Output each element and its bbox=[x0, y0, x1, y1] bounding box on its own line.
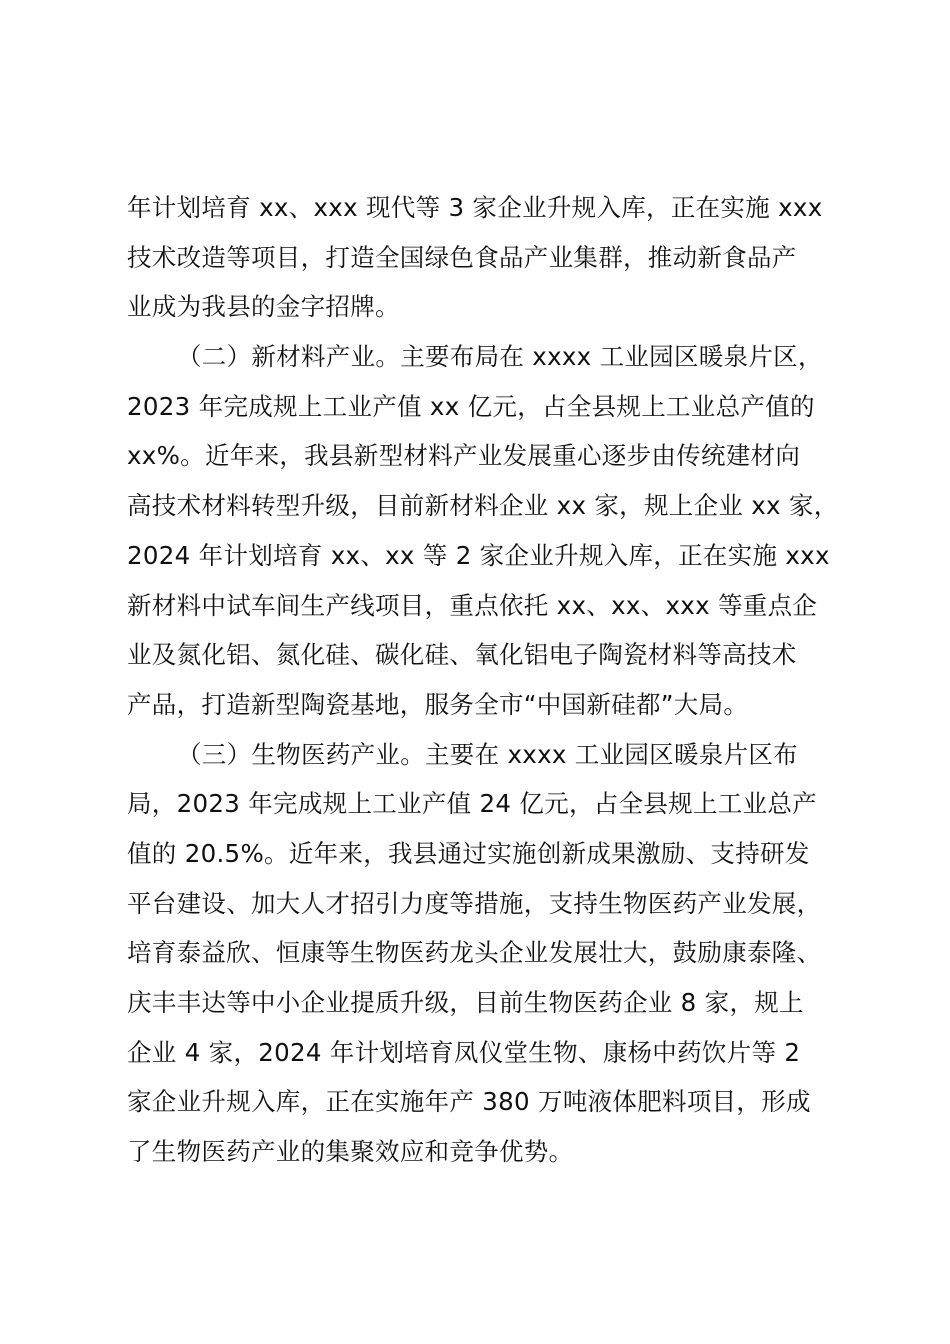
text-line: 技术改造等项目，打造全国绿色食品产业集群，推动新食品产 bbox=[127, 242, 797, 272]
text-line: 企业 4 家，2024 年计划培育凤仪堂生物、康杨中药饮片等 2 bbox=[127, 1037, 801, 1067]
paragraph-biomedicine bbox=[127, 730, 857, 1177]
text-line: 局，2023 年完成规上工业产值 24 亿元，占全县规上工业总产 bbox=[127, 789, 817, 819]
paragraph-new-materials bbox=[127, 332, 857, 730]
text-line: （二）新材料产业。主要布局在 xxxx 工业园区暖泉片区， bbox=[177, 342, 823, 372]
text-line: 培育泰益欣、恒康等生物医药龙头企业发展壮大，鼓励康泰隆、 bbox=[127, 938, 822, 968]
text-line: （三）生物医药产业。主要在 xxxx 工业园区暖泉片区布 bbox=[177, 739, 798, 769]
text-line: 庆丰丰达等中小企业提质升级，目前生物医药企业 8 家，规上 bbox=[127, 988, 804, 1017]
text-line: 2023 年完成规上工业产值 xx 亿元，占全县规上工业总产值的 bbox=[127, 391, 815, 421]
text-line: 业及氮化铝、氮化硅、碳化硅、氧化铝电子陶瓷材料等高技术 bbox=[127, 640, 797, 670]
text-line: xx%。近年来，我县新型材料产业发展重心逐步由传统建材向 bbox=[127, 441, 801, 471]
body-text bbox=[127, 183, 857, 1177]
paragraph-continuation bbox=[127, 183, 857, 332]
text-line: 2024 年计划培育 xx、xx 等 2 家企业升规入库，正在实施 xxx bbox=[127, 540, 830, 570]
text-line: 业成为我县的金字招牌。 bbox=[127, 292, 400, 322]
text-line: 产品，打造新型陶瓷基地，服务全市“中国新硅都”大局。 bbox=[127, 689, 749, 719]
text-line: 高技术材料转型升级，目前新材料企业 xx 家，规上企业 xx 家， bbox=[127, 491, 839, 521]
text-line: 年计划培育 xx、xxx 现代等 3 家企业升规入库，正在实施 xxx bbox=[127, 193, 823, 222]
text-line: 了生物医药产业的集聚效应和竞争优势。 bbox=[127, 1137, 574, 1167]
text-line: 家企业升规入库，正在实施年产 380 万吨液体肥料项目，形成 bbox=[127, 1087, 811, 1117]
text-line: 值的 20.5%。近年来，我县通过实施创新成果激励、支持研发 bbox=[127, 838, 810, 868]
text-line: 新材料中试车间生产线项目，重点依托 xx、xx、xxx 等重点企 bbox=[127, 590, 818, 620]
text-line: 平台建设、加大人才招引力度等措施，支持生物医药产业发展， bbox=[127, 888, 822, 918]
